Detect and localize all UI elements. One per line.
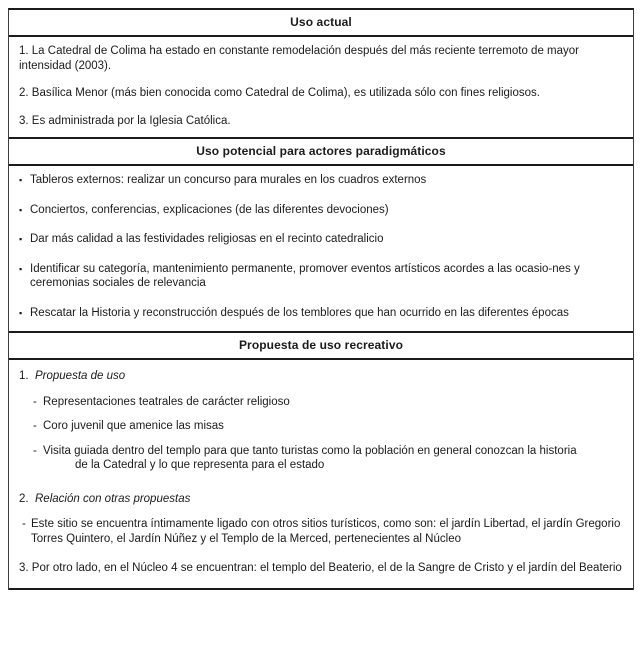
list-item <box>19 232 623 247</box>
list-item <box>19 419 623 434</box>
subsection-number: 1. <box>19 370 32 382</box>
dash-bullet-icon: - <box>33 395 37 408</box>
list-item-text: Visita guiada dentro del templo para que tanto turistas como la población en general conozcan la historia <box>43 444 577 457</box>
list-item-text: Tableros externos: realizar un concurso para murales en los cuadros externos <box>30 174 427 186</box>
dash-bullet-icon: - <box>33 444 37 457</box>
square-bullet-icon: ▪ <box>19 175 23 185</box>
section-body-uso-actual <box>9 37 633 139</box>
list-item-text-continued: de la Catedral y lo que representa para el estado <box>75 459 325 471</box>
list-item-text: Conciertos, conferencias, explicaciones (de las diferentes devociones) <box>30 203 389 216</box>
list-item: 1. La Catedral de Colima ha estado en constante remodelación después del más reciente terremoto de mayor intensidad (2003). <box>19 45 579 72</box>
list-item-text: Representaciones teatrales de carácter religioso <box>43 395 290 408</box>
spacer <box>19 483 623 492</box>
list-item-text: Identificar su categoría, mantenimiento permanente, promover eventos artísticos acordes a las ocasio-nes y ceremonias sociales de relevancia <box>30 262 580 289</box>
subsection-title: Propuesta de uso <box>35 370 126 382</box>
square-bullet-icon: ▪ <box>19 234 23 244</box>
list-item <box>19 173 623 188</box>
list-item-text: Este sitio se encuentra íntimamente ligado con otros sitios turísticos, como son: el jardín Libertad, el jardín Gregorio Torres Quintero, el Jardín Núñez y el Templo de la Merced, pertenecientes al Núcleo <box>31 518 621 545</box>
subsection-title: Relación con otras propuestas <box>35 492 191 505</box>
list-item <box>19 395 623 410</box>
subsection-heading-relacion-con-otras-propuestas <box>19 492 623 507</box>
document-table <box>8 8 634 590</box>
list-item <box>19 262 623 291</box>
list-item <box>19 306 623 321</box>
list-item-text: Coro juvenil que amenice las misas <box>43 420 224 432</box>
section-heading-uso-potencial: Uso potencial para actores paradigmáticos <box>9 139 633 166</box>
square-bullet-icon: ▪ <box>19 204 23 215</box>
list-item <box>19 203 623 218</box>
section-body-uso-potencial <box>9 166 633 333</box>
dash-bullet-icon: - <box>22 518 26 530</box>
list-item: 3. Es administrada por la Iglesia Católica. <box>19 114 231 127</box>
list-item: 3. Por otro lado, en el Núcleo 4 se encuentran: el templo del Beaterio, el de la Sangre de Cristo y el jardín del Beaterio <box>19 562 622 574</box>
subsection-heading-propuesta-de-uso <box>19 369 623 384</box>
list-item: 2. Basílica Menor (más bien conocida como Catedral de Colima), es utilizada sólo con fines religiosos. <box>19 87 540 99</box>
section-heading-uso-actual: Uso actual <box>9 10 633 37</box>
list-item-text: Rescatar la Historia y reconstrucción después de los temblores que han ocurrido en las diferentes épocas <box>30 306 569 319</box>
subsection-number: 2. <box>19 492 32 505</box>
dash-bullet-icon: - <box>33 420 37 432</box>
square-bullet-icon: ▪ <box>19 263 23 274</box>
section-body-propuesta-recreativa <box>9 360 633 590</box>
list-item-text: Dar más calidad a las festividades religiosas en el recinto catedralicio <box>30 233 384 245</box>
list-item <box>19 517 623 546</box>
list-item <box>19 444 623 473</box>
square-bullet-icon: ▪ <box>19 307 23 318</box>
section-heading-propuesta-recreativa: Propuesta de uso recreativo <box>9 333 633 360</box>
